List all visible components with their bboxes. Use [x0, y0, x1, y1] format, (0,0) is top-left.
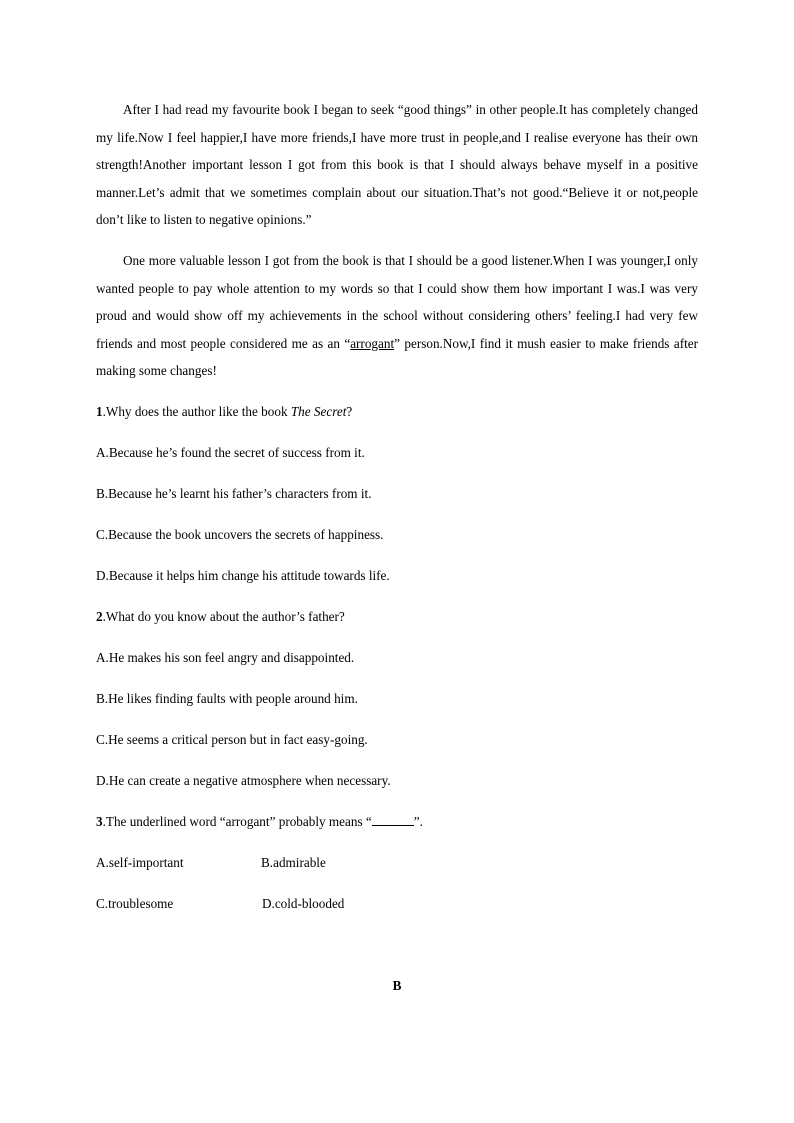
question-3-number: 3: [96, 814, 103, 829]
answer-blank: [372, 813, 414, 826]
underlined-word: arrogant: [350, 335, 395, 351]
question-2-option-c: C.He seems a critical person but in fact easy-going.: [96, 732, 368, 747]
question-1-option-d: D.Because it helps him change his attitude towards life.: [96, 568, 390, 583]
question-1-stem: [96, 403, 352, 421]
passage-paragraph-2: [96, 247, 698, 385]
question-3-option-b: B.admirable: [261, 855, 326, 870]
question-1-option-b: B.Because he’s learnt his father’s characters from it.: [96, 486, 372, 501]
book-title: The Secret: [290, 404, 347, 419]
passage-paragraph-1: After I had read my favourite book I began to seek “good things” in other people.It has completely changed my life.Now I feel happier,I have more friends,I have more trust in people,and I realise everyone has their own strength!Another important lesson I got from this book is that I should always behave myself in a positive manner.Let’s admit that we sometimes complain about our situation.That’s not good.“Believe it or not,people don’t like to listen to negative opinions.”: [96, 102, 698, 227]
paragraph-2-text-start: One more valuable lesson I got from the book is that I should be a good listener.When I was younger,I only wanted people to pay whole attention to my words so that I could show them how important I was.I was very proud and would show off my achievements in the school without considering others’ feeling.I had very few friends and most people considered me as an “: [96, 253, 698, 351]
question-1-option-c: C.Because the book uncovers the secrets of happiness.: [96, 527, 384, 542]
question-2-text: .What do you know about the author’s father?: [102, 609, 345, 624]
question-3-text-end: ”.: [413, 814, 423, 829]
question-1-number: 1: [96, 404, 103, 419]
question-3-option-d: D.cold-blooded: [262, 896, 345, 911]
question-1-text: .Why does the author like the book: [102, 404, 291, 419]
question-2-stem: [96, 608, 345, 626]
question-2-option-d: D.He can create a negative atmosphere when necessary.: [96, 773, 391, 788]
question-2-option-b: B.He likes finding faults with people around him.: [96, 691, 358, 706]
question-3-text: .The underlined word “arrogant” probably means “: [102, 814, 372, 829]
section-label: B: [392, 978, 402, 993]
question-3-option-c: C.troublesome: [96, 896, 174, 911]
question-2-number: 2: [96, 609, 103, 624]
question-3-stem: [96, 813, 423, 831]
paragraph-2-text-end: ” person.Now,I find it mush easier to make friends after making some changes!: [96, 335, 698, 378]
question-1-option-a: A.Because he’s found the secret of success from it.: [96, 445, 365, 460]
question-1-text-end: ?: [346, 404, 353, 419]
question-3-option-a: A.self-important: [96, 855, 184, 870]
question-2-option-a: A.He makes his son feel angry and disappointed.: [96, 650, 355, 665]
